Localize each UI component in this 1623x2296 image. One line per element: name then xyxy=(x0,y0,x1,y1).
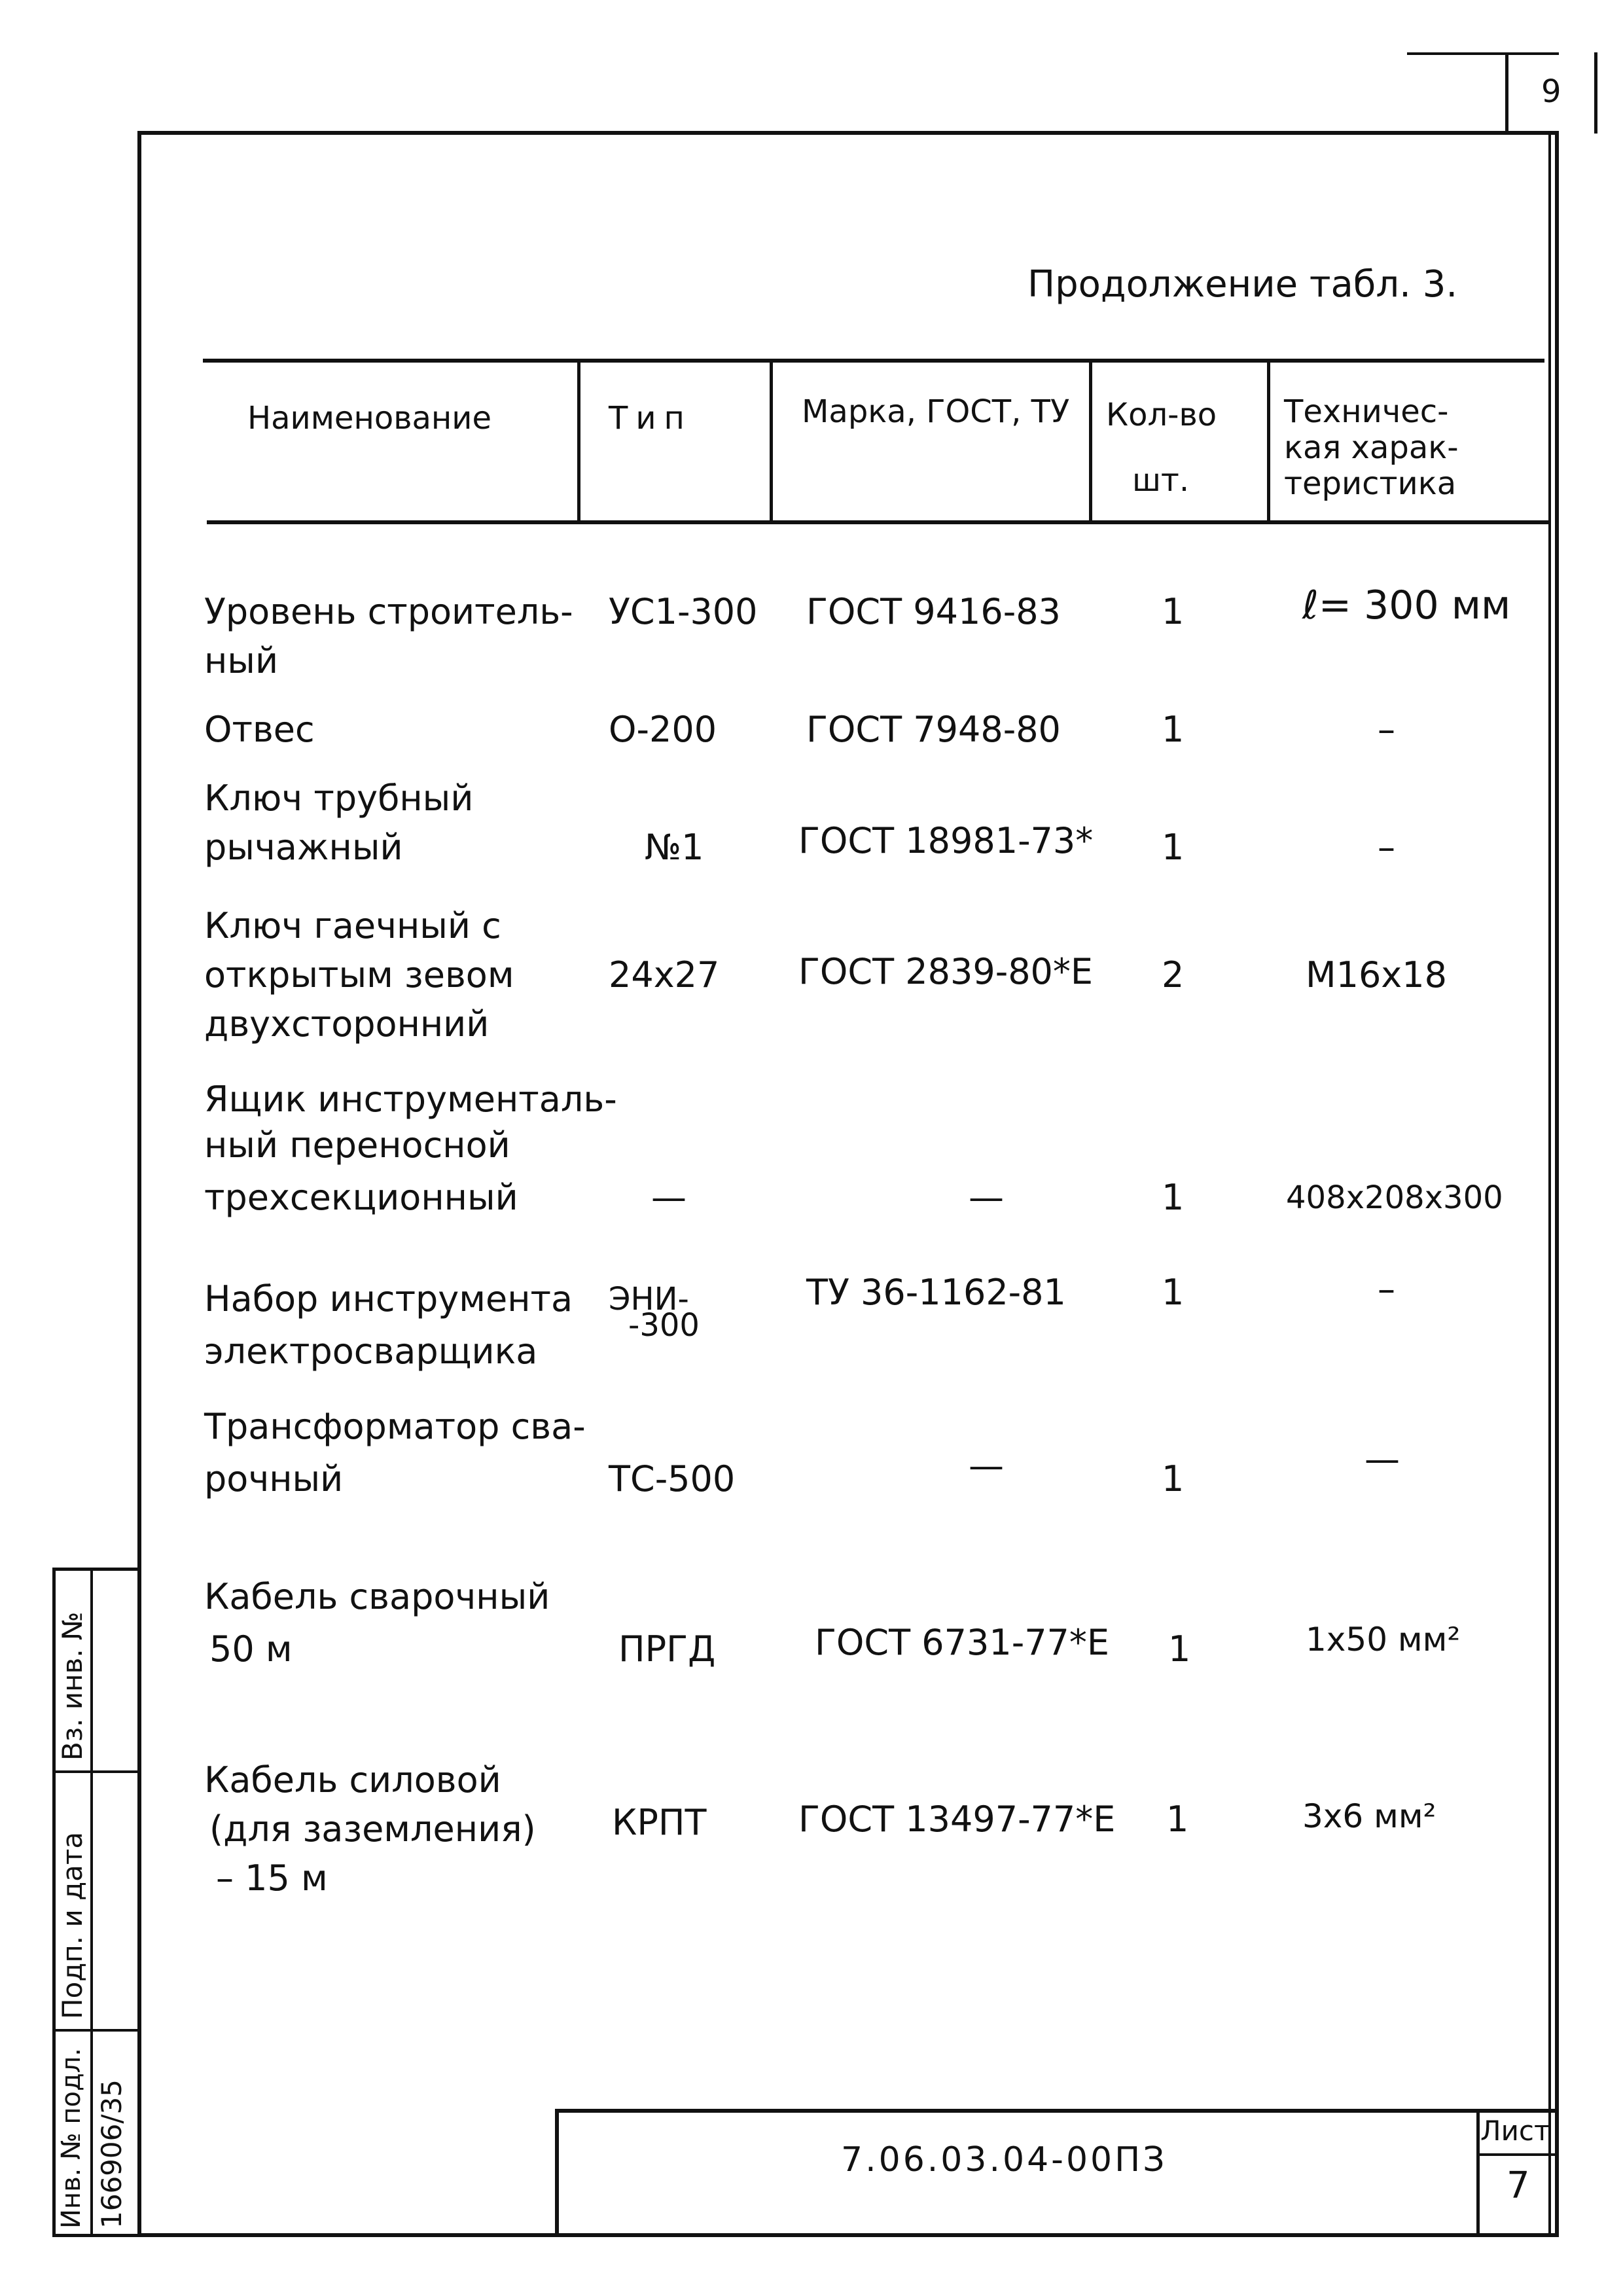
row2-mark: ГОСТ 7948-80 xyxy=(806,709,1061,750)
row1-name-1: Уровень строитель- xyxy=(204,591,573,632)
side-stamp-inv-podl-value: 166906/35 xyxy=(96,2079,128,2229)
row8-qty: 1 xyxy=(1168,1628,1191,1670)
row4-qty: 2 xyxy=(1162,954,1185,996)
row6-qty: 1 xyxy=(1162,1272,1185,1313)
row5-type: — xyxy=(651,1177,687,1218)
row6-mark: ТУ 36-1162-81 xyxy=(806,1272,1066,1313)
row7-mark: — xyxy=(969,1445,1004,1486)
title-block-top xyxy=(555,2109,1559,2113)
row3-name-2: рычажный xyxy=(204,827,403,868)
row1-tech: ℓ= 300 мм xyxy=(1302,583,1511,628)
row1-mark: ГОСТ 9416-83 xyxy=(806,591,1061,632)
row8-mark: ГОСТ 6731-77*Е xyxy=(815,1622,1110,1663)
row7-name-2: рочный xyxy=(204,1458,344,1499)
row4-name-2: открытым зевом xyxy=(204,954,514,996)
header-name: Наименование xyxy=(247,400,492,437)
header-mark: Марка, ГОСТ, ТУ xyxy=(802,393,1070,430)
side-stamp-vz-inv: Вз. инв. № xyxy=(56,1611,88,1761)
row8-type: ПРГД xyxy=(618,1628,716,1670)
row3-type: №1 xyxy=(645,827,704,868)
side-stamp-podp-data: Подп. и дата xyxy=(56,1831,88,2019)
row9-name-3: – 15 м xyxy=(216,1857,328,1899)
row5-tech: 408x208x300 xyxy=(1286,1179,1503,1216)
row8-name-1: Кабель сварочный xyxy=(204,1576,550,1617)
row2-name-1: Отвес xyxy=(204,709,315,750)
row7-type: ТС-500 xyxy=(609,1458,736,1499)
col-divider-1 xyxy=(577,361,580,524)
row5-mark: — xyxy=(969,1177,1004,1218)
header-tech-3: теристика xyxy=(1284,465,1457,502)
table-header-bottom-line xyxy=(207,520,1548,524)
row4-tech: М16x18 xyxy=(1306,954,1447,996)
row5-qty: 1 xyxy=(1162,1177,1185,1218)
row9-type: КРПТ xyxy=(612,1802,707,1843)
row6-name-2: электросварщика xyxy=(204,1331,538,1372)
row9-mark: ГОСТ 13497-77*Е xyxy=(798,1799,1116,1840)
header-tech-2: кая харак- xyxy=(1284,429,1459,466)
table-top-line xyxy=(203,359,1544,363)
doc-code: 7.06.03.04-00ПЗ xyxy=(841,2140,1168,2179)
page-box-left xyxy=(1505,52,1508,134)
header-qty-1: Кол-во xyxy=(1106,397,1217,433)
row2-tech: – xyxy=(1378,709,1395,750)
row4-type: 24x27 xyxy=(609,954,720,996)
row1-type: УС1-300 xyxy=(609,591,758,632)
page-box-top xyxy=(1407,52,1559,55)
row9-name-1: Кабель силовой xyxy=(204,1759,501,1801)
row4-name-1: Ключ гаечный с xyxy=(204,905,501,946)
col-divider-3 xyxy=(1089,361,1092,524)
row7-tech: — xyxy=(1364,1439,1400,1480)
row7-qty: 1 xyxy=(1162,1458,1185,1499)
row7-name-1: Трансформатор сва- xyxy=(204,1406,586,1447)
side-stamp-inv-podl: Инв. № подл. xyxy=(56,2048,86,2229)
row5-name-2: ный переносной xyxy=(204,1124,510,1166)
row5-name-3: трехсекционный xyxy=(204,1177,518,1218)
title-block-sheet-divider xyxy=(1476,2109,1480,2237)
row3-tech: – xyxy=(1378,827,1395,868)
row3-qty: 1 xyxy=(1162,827,1185,868)
row6-tech: – xyxy=(1378,1268,1395,1310)
row6-type-1: ЭНИ- xyxy=(609,1281,689,1318)
side-stamp-divider-h2 xyxy=(52,2029,141,2032)
row5-name-1: Ящик инструменталь- xyxy=(204,1079,617,1120)
title-block-left xyxy=(555,2109,559,2237)
sheet-label: Лист xyxy=(1480,2115,1550,2147)
row9-tech: 3x6 мм² xyxy=(1302,1797,1436,1835)
row2-type: О-200 xyxy=(609,709,717,750)
col-divider-2 xyxy=(770,361,773,524)
title-block-sheet-line xyxy=(1476,2153,1559,2156)
page-box-right xyxy=(1594,52,1597,134)
header-tech-1: Техничес- xyxy=(1284,393,1449,430)
side-stamp-divider-v xyxy=(90,1568,93,2237)
row1-name-2: ный xyxy=(204,640,279,681)
sheet-number: 7 xyxy=(1507,2164,1530,2207)
row3-name-1: Ключ трубный xyxy=(204,778,474,819)
row8-name-2: 50 м xyxy=(209,1628,293,1670)
row4-name-3: двухсторонний xyxy=(204,1003,490,1045)
row2-qty: 1 xyxy=(1162,709,1185,750)
row6-type-2: -300 xyxy=(628,1307,700,1344)
row8-tech: 1x50 мм² xyxy=(1306,1621,1461,1659)
col-divider-4 xyxy=(1267,361,1270,524)
header-qty-2: шт. xyxy=(1132,462,1190,499)
continuation-title: Продолжение табл. 3. xyxy=(1027,263,1458,306)
row9-qty: 1 xyxy=(1166,1799,1189,1840)
header-type: Тип xyxy=(609,400,692,437)
row9-name-2: (для заземления) xyxy=(209,1808,536,1850)
row6-name-1: Набор инструмента xyxy=(204,1278,573,1319)
row1-qty: 1 xyxy=(1162,591,1185,632)
row3-mark: ГОСТ 18981-73* xyxy=(798,820,1094,861)
row4-mark: ГОСТ 2839-80*Е xyxy=(798,951,1094,992)
page-number-mark: 9 xyxy=(1541,73,1561,110)
frame-right-inner xyxy=(1548,131,1551,2237)
side-stamp-divider-h1 xyxy=(52,1770,141,1773)
